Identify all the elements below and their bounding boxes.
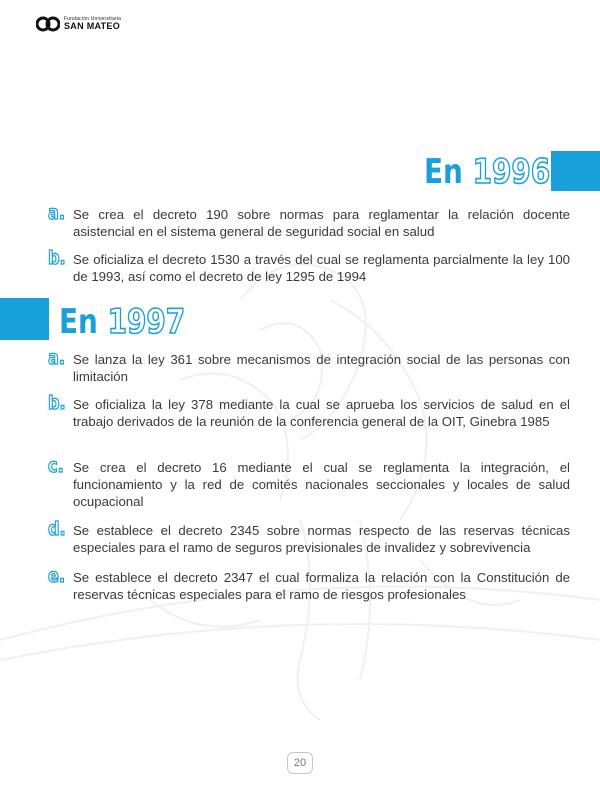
item-text: Se crea el decreto 190 sobre normas para reglamentar la relación docente asistencial en el sistema general de seguridad social en salud <box>73 207 570 239</box>
logo-line2: SAN MATEO <box>64 21 121 31</box>
item-text: Se lanza la ley 361 sobre mecanismos de integración social de las personas con limitación <box>73 352 570 384</box>
page-number: 20 <box>287 752 313 774</box>
item-letter: b. <box>48 247 66 269</box>
item-letter: c. <box>48 455 64 477</box>
item-letter: b. <box>48 392 66 414</box>
item-text: Se establece el decreto 2347 el cual formaliza la relación con la Constitución de reservas técnicas especiales para el ramo de riesgos profesionales <box>73 570 570 602</box>
item-letter: a. <box>48 202 66 224</box>
list-item-1997-b <box>48 392 570 430</box>
heading-1997-en: En <box>59 302 98 342</box>
item-letter: d. <box>48 518 66 540</box>
item-text: Se establece el decreto 2345 sobre normas respecto de las reservas técnicas especiales para el ramo de seguros previsionales de invalidez y sobrevivencia <box>73 523 570 555</box>
logo-line1: Fundación Universitaria <box>64 16 122 22</box>
heading-1997-year: 1997 <box>107 302 186 342</box>
item-text: Se oficializa la ley 378 mediante la cual se aprueba los servicios de salud en el trabajo derivados de la reunión de la conferencia general de la OIT, Ginebra 1985 <box>73 397 570 429</box>
accent-bar-left <box>0 298 49 340</box>
list-item-1997-a <box>48 347 570 385</box>
item-text: Se crea el decreto 16 mediante el cual se reglamenta la integración, el funcionamiento y la red de comités nacionales seccionales y locales de salud ocupacional <box>73 460 570 509</box>
item-letter: a. <box>48 347 66 369</box>
accent-bar-right <box>551 151 600 191</box>
logo-icon <box>36 14 60 34</box>
list-item-1997-c <box>48 455 570 510</box>
list-item-1997-e <box>48 565 570 603</box>
heading-1996 <box>424 152 550 192</box>
item-text: Se oficializa el decreto 1530 a través del cual se reglamenta parcialmente la ley 100 de 1993, así como el decreto de ley 1295 de 1994 <box>73 252 570 284</box>
logo <box>36 14 121 34</box>
heading-1996-year: 1996 <box>472 152 551 192</box>
list-item-1996-b <box>48 247 570 285</box>
heading-1997 <box>59 302 185 342</box>
heading-1996-en: En <box>424 152 463 192</box>
list-item-1997-d <box>48 518 570 556</box>
item-letter: e. <box>48 565 66 587</box>
list-item-1996-a <box>48 202 570 240</box>
